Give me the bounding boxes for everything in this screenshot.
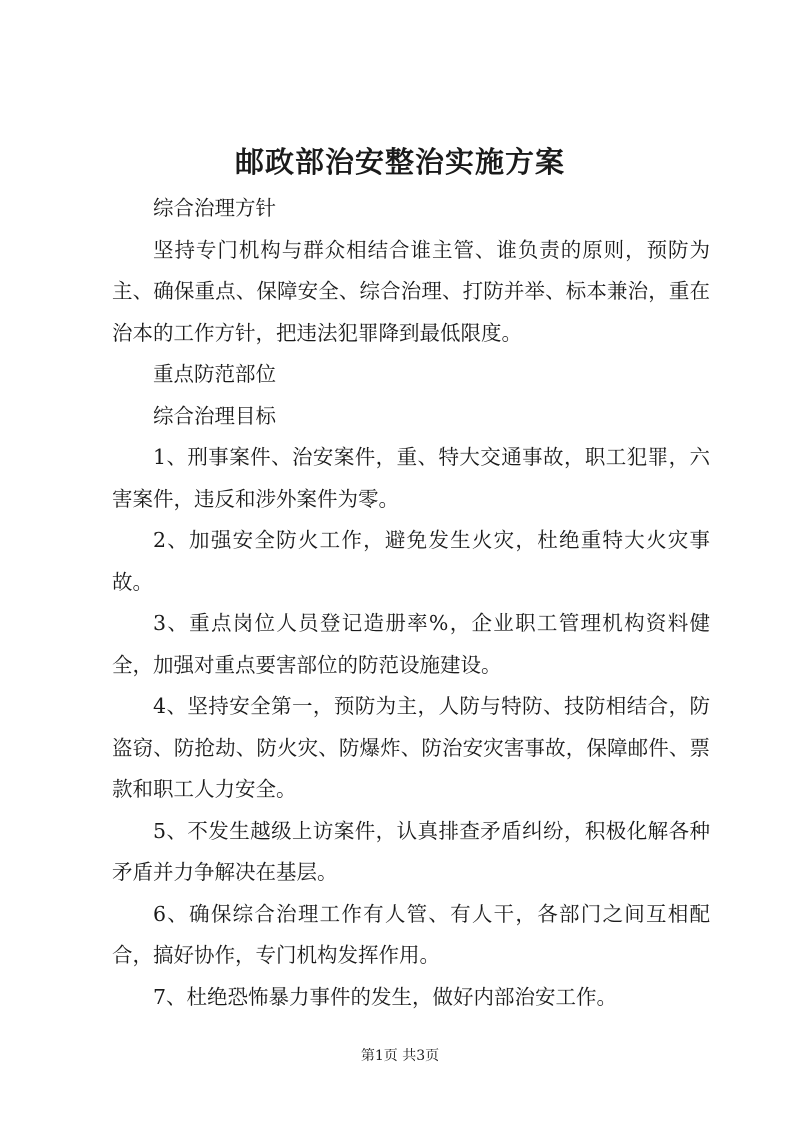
paragraph-goal-4: 4、坚持安全第一，预防为主，人防与特防、技防相结合，防盗窃、防抢劫、防火灾、防爆炸、防治安灾害事故，保障邮件、票款和职工人力安全。	[112, 694, 710, 801]
paragraph-heading-goals: 综合治理目标	[153, 403, 276, 428]
paragraph-policy-text: 坚持专门机构与群众相结合谁主管、谁负责的原则，预防为主、确保重点、保障安全、综合治理、打防并举、标本兼治，重在治本的工作方针，把违法犯罪降到最低限度。	[112, 237, 710, 345]
document-title: 邮政部治安整治实施方案	[234, 145, 565, 179]
paragraph-heading-policy: 综合治理方针	[153, 196, 276, 220]
paragraph-goal-2: 2、加强安全防火工作，避免发生火灾，杜绝重特大火灾事故。	[112, 528, 710, 594]
paragraph-goal-7: 7、杜绝恐怖暴力事件的发生，做好内部治安工作。	[153, 984, 618, 1009]
page-number-footer: 第1页 共3页	[360, 1048, 440, 1064]
paragraph-goal-6: 6、确保综合治理工作有人管、有人干，各部门之间互相配合，搞好协作，专门机构发挥作用。	[112, 901, 710, 967]
paragraph-heading-key-areas: 重点防范部位	[153, 362, 276, 386]
document-body	[112, 188, 710, 1018]
paragraph-goal-5: 5、不发生越级上访案件，认真排查矛盾纠纷，积极化解各种矛盾并力争解决在基层。	[112, 818, 710, 884]
paragraph-goal-3: 3、重点岗位人员登记造册率%，企业职工管理机构资料健全，加强对重点要害部位的防范设施建设。	[112, 611, 710, 677]
paragraph-goal-1: 1、刑事案件、治安案件，重、特大交通事故，职工犯罪，六害案件，违反和涉外案件为零。	[112, 445, 710, 511]
